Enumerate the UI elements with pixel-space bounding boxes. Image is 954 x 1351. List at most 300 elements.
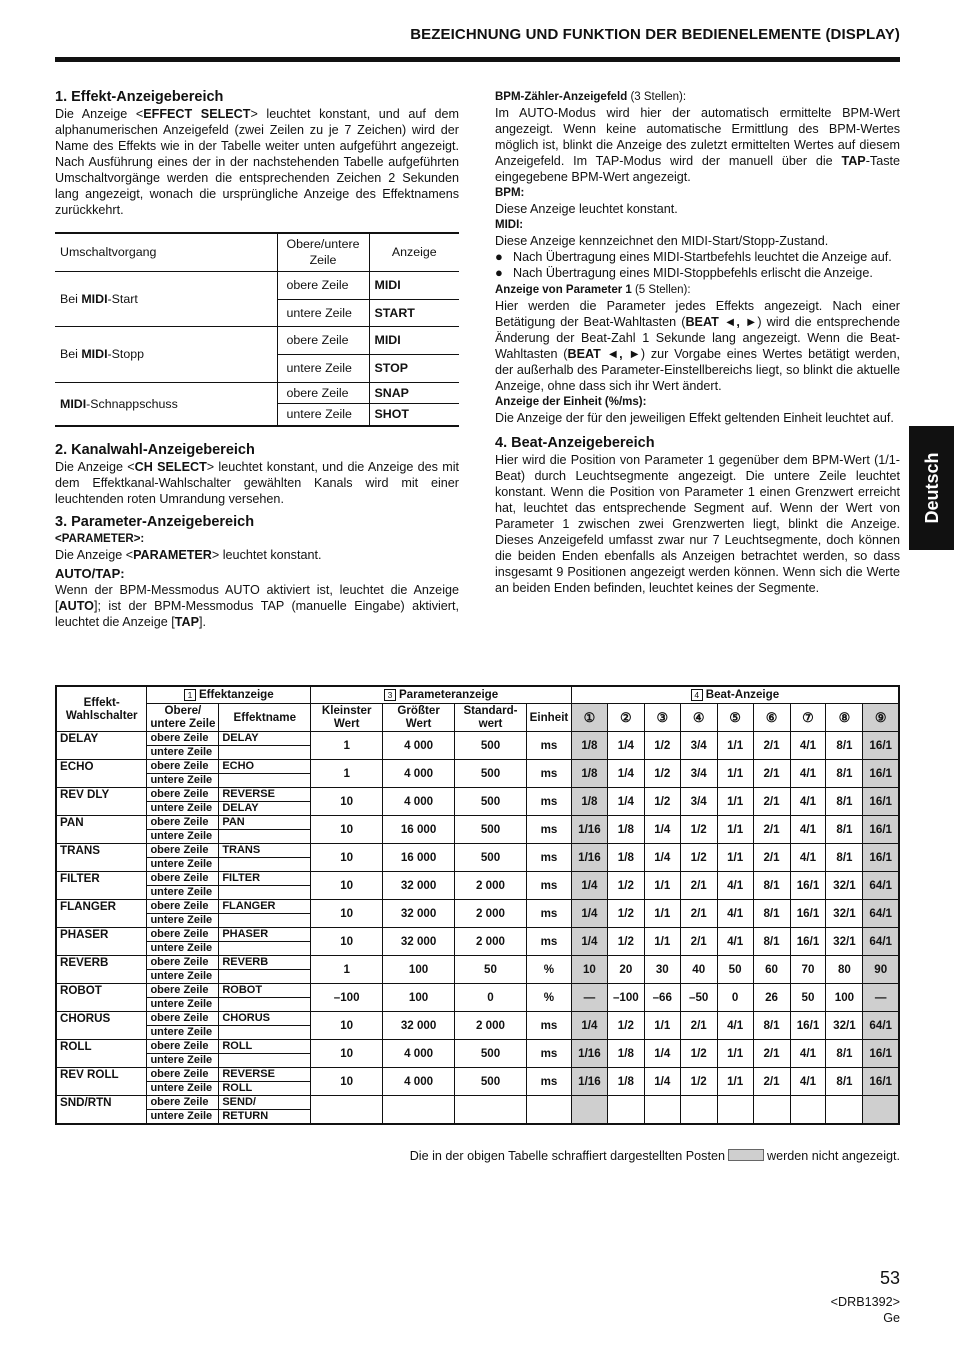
max-value: 100 — [383, 955, 455, 983]
text-run: (3 Stellen): — [627, 91, 687, 103]
beat-value: 1/1 — [717, 759, 753, 787]
unit-value: ms — [526, 899, 571, 927]
line-lower: untere Zeile — [147, 773, 219, 787]
beat-value — [607, 1095, 644, 1124]
line-upper: obere Zeile — [147, 843, 219, 857]
beat-value: 16/1 — [863, 1067, 899, 1095]
effect-name-upper: PHASER — [219, 927, 311, 941]
beat-value: 8/1 — [826, 759, 863, 787]
line-lower: untere Zeile — [147, 969, 219, 983]
line-lower: untere Zeile — [147, 801, 219, 815]
beat-value: 1/4 — [607, 787, 644, 815]
beat-value: 3/4 — [680, 731, 717, 759]
max-value: 4 000 — [383, 731, 455, 759]
parameter-text — [55, 547, 459, 563]
beat-value: 1/8 — [607, 815, 644, 843]
bpm-counter-text — [495, 105, 900, 185]
beat-value: 8/1 — [753, 871, 790, 899]
header-effect-name: Effektname — [219, 703, 311, 731]
beat-value: 1/16 — [571, 1039, 607, 1067]
text-run: Die Anzeige < — [55, 460, 135, 474]
beat-value: 1/2 — [680, 1067, 717, 1095]
table-row — [56, 787, 899, 801]
unit-heading: Anzeige der Einheit (%/ms): — [495, 396, 647, 408]
min-value: 10 — [311, 871, 383, 899]
beat-value: 32/1 — [826, 1011, 863, 1039]
beat-value: 1/8 — [607, 843, 644, 871]
standard-value: 500 — [455, 843, 527, 871]
line-upper: obere Zeile — [147, 899, 219, 913]
beat-value: 16/1 — [863, 731, 899, 759]
beat-value: 1/4 — [644, 1067, 680, 1095]
beat-value: 64/1 — [863, 1011, 899, 1039]
min-value: 10 — [311, 787, 383, 815]
effect-name-lower — [219, 1053, 311, 1067]
beat-value: 20 — [607, 955, 644, 983]
min-value: 10 — [311, 1039, 383, 1067]
group-label: Beat-Anzeige — [705, 688, 780, 702]
beat-value: 1/1 — [644, 871, 680, 899]
effect-switch-name: DELAY — [56, 731, 147, 759]
beat-value: 2/1 — [753, 1039, 790, 1067]
line-upper: obere Zeile — [277, 382, 369, 403]
section-2-title: 2. Kanalwahl-Anzeigebereich — [55, 442, 255, 458]
effect-name-lower: RETURN — [219, 1109, 311, 1124]
switch-row-midi-snapshot — [55, 382, 277, 426]
page-number: 53 — [879, 1268, 900, 1288]
beat-value: 16/1 — [863, 843, 899, 871]
beat-value: 32/1 — [826, 871, 863, 899]
line-lower: untere Zeile — [147, 829, 219, 843]
beat-value: 4/1 — [790, 1067, 826, 1095]
switch-table-header-display: Anzeige — [369, 233, 459, 271]
beat-value: 1/8 — [607, 1039, 644, 1067]
bpm-text: Diese Anzeige leuchtet konstant. — [495, 202, 678, 216]
header-rule — [55, 57, 900, 62]
section-4-text: Hier wird die Position von Parameter 1 gegenüber dem BPM-Wert (1/1-Beat) durch Leuchtsegmente angezeigt. Die untere Zeile leuchtet konstant. Wenn die Position von Parameter 1 einen Grenzwert erreicht hat, leuchtet das entsprechende Segment auf. Wenn der Wert von Parameter 1 zwischen zwei Grenzwerten liegt, blinkt die Anzeige. Dieses Anzeigefeld umfasst zwar nur 7 Leuchtsegmente, doch können die beiden Enden ebenfalls als Anzeigen betrachtet werden, so dass insgesamt 9 Positionen angezeigt werden können. Wenn sich die Werte an beiden Enden befinden, leuchtet keines der Segmente. — [495, 453, 900, 595]
line-lower: untere Zeile — [147, 1025, 219, 1039]
text-run: -Stopp — [107, 347, 145, 361]
beat-value: 16/1 — [863, 1039, 899, 1067]
effect-switch-name: ROBOT — [56, 983, 147, 1011]
beat-value — [717, 1095, 753, 1124]
header-min: Kleinster Wert — [311, 703, 383, 731]
max-value: 16 000 — [383, 815, 455, 843]
bullet-icon: ● — [495, 265, 503, 280]
min-value: 1 — [311, 955, 383, 983]
beat-value: 1/4 — [607, 759, 644, 787]
line-upper: obere Zeile — [147, 871, 219, 885]
beat-value: 1/2 — [644, 759, 680, 787]
line-lower: untere Zeile — [147, 913, 219, 927]
section-1-title: 1. Effekt-Anzeigebereich — [55, 89, 224, 105]
beat-value: 2/1 — [680, 927, 717, 955]
table-row — [56, 759, 899, 773]
doc-code: <DRB1392> — [830, 1295, 900, 1309]
beat-value: 64/1 — [863, 899, 899, 927]
line-upper: obere Zeile — [277, 271, 369, 299]
beat-value: 1/1 — [717, 843, 753, 871]
beat-value — [753, 1095, 790, 1124]
language-code: Ge — [883, 1311, 900, 1325]
beat-value: 1/1 — [717, 731, 753, 759]
beat-value: 2/1 — [680, 899, 717, 927]
beat-value: 30 — [644, 955, 680, 983]
auto-tap-subheading: AUTO/TAP: — [55, 566, 125, 581]
text-run-bold: BEAT ◄, ► — [685, 315, 758, 329]
beat-value: 90 — [863, 955, 899, 983]
beat-value: 4/1 — [790, 1039, 826, 1067]
line-upper: obere Zeile — [147, 1095, 219, 1109]
beat-value: 80 — [826, 955, 863, 983]
table-row — [56, 927, 899, 941]
line-upper: obere Zeile — [147, 983, 219, 997]
beat-value: 1/1 — [644, 899, 680, 927]
beat-value: 4/1 — [790, 787, 826, 815]
beat-value: 1/16 — [571, 1067, 607, 1095]
beat-value: –66 — [644, 983, 680, 1011]
parameter1-text — [495, 298, 900, 394]
table-row — [56, 983, 899, 997]
beat-value: 16/1 — [863, 815, 899, 843]
text-run: ) zur Vorgabe eines Wertes betätigt werden, der außerhalb des Parameter-Einstellbereichs liegt, so blinkt die aktuelle Anzeige, ohne dass sich ihr Wert ändert. — [495, 347, 901, 393]
table-row — [56, 955, 899, 969]
beat-value: 32/1 — [826, 899, 863, 927]
text-run: -Taste eingegebene BPM-Wert angezeigt. — [495, 154, 900, 184]
footnote-text: werden nicht angezeigt. — [766, 1149, 900, 1163]
text-run-bold: BPM-Zähler-Anzeigefeld — [495, 91, 628, 103]
line-upper: obere Zeile — [147, 815, 219, 829]
number-box-icon: 3 — [384, 689, 396, 701]
effect-name-upper: DELAY — [219, 731, 311, 745]
beat-value: 70 — [790, 955, 826, 983]
beat-value: 4/1 — [790, 759, 826, 787]
beat-value: 40 — [680, 955, 717, 983]
beat-value: 100 — [826, 983, 863, 1011]
unit-value: ms — [526, 927, 571, 955]
effect-name-upper: REVERB — [219, 955, 311, 969]
effect-name-lower — [219, 969, 311, 983]
text-run: Die Anzeige < — [55, 548, 134, 562]
effect-name-upper: SEND/ — [219, 1095, 311, 1109]
beat-value: 1/2 — [607, 1011, 644, 1039]
effect-name-upper: CHORUS — [219, 1011, 311, 1025]
switch-table-header-line: Obere/untere Zeile — [277, 233, 369, 271]
header-beat-3: ③ — [644, 703, 680, 731]
line-lower: untere Zeile — [147, 1109, 219, 1124]
line-lower: untere Zeile — [147, 1053, 219, 1067]
beat-value: 16/1 — [790, 871, 826, 899]
unit-value: ms — [526, 871, 571, 899]
beat-value: 1/2 — [607, 899, 644, 927]
max-value: 32 000 — [383, 899, 455, 927]
table-row — [56, 731, 899, 745]
beat-value: 8/1 — [826, 815, 863, 843]
beat-value: 4/1 — [717, 871, 753, 899]
line-upper: obere Zeile — [147, 1067, 219, 1081]
number-box-icon: 1 — [184, 689, 196, 701]
beat-value: 16/1 — [790, 1011, 826, 1039]
beat-value: 1/8 — [571, 759, 607, 787]
switch-row-midi-start — [55, 271, 277, 326]
beat-value: 1/2 — [644, 787, 680, 815]
text-run: > leuchtet konstant. — [211, 548, 322, 562]
bpm-label: BPM: — [495, 187, 525, 199]
text-run: Die Anzeige < — [55, 107, 144, 121]
text-run: Bei — [60, 347, 82, 361]
header-group-parameter-display — [311, 686, 572, 703]
effect-name-upper: PAN — [219, 815, 311, 829]
effect-switch-name: REV ROLL — [56, 1067, 147, 1095]
beat-value: 1/4 — [571, 927, 607, 955]
effect-name-upper: FLANGER — [219, 899, 311, 913]
line-upper: obere Zeile — [147, 927, 219, 941]
table-row — [56, 843, 899, 857]
unit-value: ms — [526, 759, 571, 787]
effect-name-lower — [219, 1025, 311, 1039]
header-group-beat-display — [571, 686, 899, 703]
text-run-bold: EFFECT SELECT — [143, 107, 251, 121]
standard-value: 2 000 — [455, 899, 527, 927]
beat-value: 1/2 — [644, 731, 680, 759]
beat-value — [644, 1095, 680, 1124]
bullet-text: Nach Übertragung eines MIDI-Startbefehls leuchtet die Anzeige auf. — [513, 250, 892, 264]
beat-value: –100 — [607, 983, 644, 1011]
unit-text: Die Anzeige der für den jeweiligen Effekt geltenden Einheit leuchtet auf. — [495, 411, 894, 425]
effect-name-lower — [219, 997, 311, 1011]
unit-value: ms — [526, 1067, 571, 1095]
number-box-icon: 4 — [691, 689, 703, 701]
max-value: 4 000 — [383, 1039, 455, 1067]
line-lower: untere Zeile — [147, 885, 219, 899]
text-run: > leuchtet konstant, und auf dem alphanumerischen Anzeigefeld (zwei Zeilen zu je 7 Zeichen) wird der Name des Effekts wie in der Tabelle weiter unten aufgeführt angezeigt. Nach Ausführung eines der in der nachstehenden Tabelle aufgeführten Umschaltvorgänge werden die entsprechenden Zeichen 2 Sekunden lang angezeigt, wonach die ursprüngliche Anzeige des Effektnamens zurückkehrt. — [55, 107, 459, 217]
standard-value — [455, 1095, 527, 1124]
max-value — [383, 1095, 455, 1124]
standard-value: 500 — [455, 815, 527, 843]
beat-value: 4/1 — [717, 927, 753, 955]
page-header-title: BEZEICHNUNG UND FUNKTION DER BEDIENELEMENTE (DISPLAY) — [410, 26, 900, 43]
beat-value: 1/1 — [717, 1067, 753, 1095]
section-3-title: 3. Parameter-Anzeigebereich — [55, 514, 255, 530]
line-lower: untere Zeile — [147, 1081, 219, 1095]
beat-value: 16/1 — [863, 787, 899, 815]
beat-value: 1/8 — [571, 731, 607, 759]
text-run-bold: TAP — [174, 615, 199, 629]
min-value: 10 — [311, 843, 383, 871]
bullet-item — [495, 249, 900, 265]
max-value: 4 000 — [383, 787, 455, 815]
text-run-bold: MIDI — [81, 347, 108, 361]
text-run: ]; ist der BPM-Messmodus TAP (manuelle Eingabe) aktiviert, leuchtet die Anzeige [ — [55, 599, 459, 629]
beat-value: 2/1 — [753, 815, 790, 843]
effect-name-upper: FILTER — [219, 871, 311, 885]
section-1-text — [55, 106, 459, 218]
display-value: MIDI — [369, 271, 459, 299]
beat-value: 8/1 — [826, 731, 863, 759]
bullet-icon: ● — [495, 249, 503, 264]
line-lower: untere Zeile — [277, 403, 369, 426]
text-run: ) wird die entsprechende Änderung der Beat-Zahl 1 Sekunde lang angezeigt. Wenn die Beat-Wahltasten ( — [495, 315, 900, 361]
max-value: 32 000 — [383, 1011, 455, 1039]
line-lower: untere Zeile — [147, 745, 219, 759]
beat-value: 8/1 — [753, 1011, 790, 1039]
effect-table-body — [56, 731, 899, 1124]
language-tab-label: Deutsch — [921, 452, 942, 524]
effect-switch-name: SND/RTN — [56, 1095, 147, 1124]
header-beat-1: ① — [571, 703, 607, 731]
switch-table-header-operation: Umschaltvorgang — [55, 233, 277, 271]
beat-value: 2/1 — [753, 759, 790, 787]
text-run-bold: PARAMETER — [133, 548, 212, 562]
beat-value: 1/4 — [644, 843, 680, 871]
beat-value: 1/16 — [571, 815, 607, 843]
effect-name-lower — [219, 913, 311, 927]
beat-value: 1/8 — [607, 1067, 644, 1095]
line-upper: obere Zeile — [147, 731, 219, 745]
beat-value: 2/1 — [680, 871, 717, 899]
group-label: Effektanzeige — [198, 688, 274, 702]
beat-value: 1/4 — [644, 1039, 680, 1067]
display-value: SNAP — [369, 382, 459, 403]
beat-value — [571, 1095, 607, 1124]
text-run-bold: BEAT ◄, ► — [567, 347, 641, 361]
beat-value: 1/1 — [644, 1011, 680, 1039]
beat-value: 1/8 — [571, 787, 607, 815]
beat-value: 8/1 — [753, 899, 790, 927]
display-value: STOP — [369, 354, 459, 382]
beat-value: 1/1 — [644, 927, 680, 955]
beat-value: 1/2 — [680, 815, 717, 843]
beat-value: 64/1 — [863, 927, 899, 955]
min-value: 10 — [311, 1011, 383, 1039]
min-value: 10 — [311, 927, 383, 955]
beat-value: 64/1 — [863, 871, 899, 899]
min-value: 10 — [311, 815, 383, 843]
effect-name-upper: ROBOT — [219, 983, 311, 997]
beat-value: — — [863, 983, 899, 1011]
standard-value: 0 — [455, 983, 527, 1011]
table-row — [56, 1067, 899, 1081]
effect-name-upper: ECHO — [219, 759, 311, 773]
beat-value: 2/1 — [753, 843, 790, 871]
header-beat-4: ④ — [680, 703, 717, 731]
parameter-subheading: <PARAMETER>: — [55, 533, 145, 545]
max-value: 16 000 — [383, 843, 455, 871]
display-value: SHOT — [369, 403, 459, 426]
beat-value: 16/1 — [790, 927, 826, 955]
section-2-text — [55, 459, 459, 507]
text-run-bold: CH SELECT — [134, 460, 207, 474]
effect-name-upper: TRANS — [219, 843, 311, 857]
min-value: 10 — [311, 899, 383, 927]
line-lower: untere Zeile — [277, 299, 369, 326]
effect-name-lower — [219, 773, 311, 787]
parameter1-heading — [495, 281, 900, 298]
beat-value: 1/2 — [607, 927, 644, 955]
line-upper: obere Zeile — [147, 1011, 219, 1025]
header-beat-7: ⑦ — [790, 703, 826, 731]
unit-value — [526, 1095, 571, 1124]
section-4-title: 4. Beat-Anzeigebereich — [495, 435, 655, 451]
bullet-text: Nach Übertragung eines MIDI-Stoppbefehls erlischt die Anzeige. — [513, 266, 873, 280]
unit-value: ms — [526, 1011, 571, 1039]
table-row — [56, 1011, 899, 1025]
beat-value: 1/2 — [607, 871, 644, 899]
unit-value: % — [526, 955, 571, 983]
beat-value: 8/1 — [826, 843, 863, 871]
max-value: 32 000 — [383, 927, 455, 955]
effect-name-upper: REVERSE — [219, 1067, 311, 1081]
standard-value: 500 — [455, 731, 527, 759]
beat-value: 1/1 — [717, 815, 753, 843]
effect-name-lower — [219, 941, 311, 955]
beat-value — [863, 1095, 899, 1124]
auto-tap-text — [55, 582, 459, 630]
line-upper: obere Zeile — [147, 759, 219, 773]
group-label: Parameteranzeige — [398, 688, 499, 702]
effect-name-lower: ROLL — [219, 1081, 311, 1095]
header-beat-5: ⑤ — [717, 703, 753, 731]
shaded-swatch — [728, 1149, 764, 1161]
beat-value: 2/1 — [753, 731, 790, 759]
line-upper: obere Zeile — [277, 326, 369, 354]
standard-value: 500 — [455, 759, 527, 787]
effect-table — [55, 685, 900, 1125]
footnote-text: Die in der obigen Tabelle schraffiert dargestellten Posten — [409, 1149, 725, 1163]
standard-value: 500 — [455, 1067, 527, 1095]
standard-value: 500 — [455, 1039, 527, 1067]
min-value: 1 — [311, 731, 383, 759]
unit-value: % — [526, 983, 571, 1011]
effect-name-lower — [219, 745, 311, 759]
beat-value: 8/1 — [826, 1067, 863, 1095]
beat-value: — — [571, 983, 607, 1011]
text-run: Bei — [60, 291, 82, 306]
effect-switch-name: PHASER — [56, 927, 147, 955]
beat-value: 1/2 — [680, 843, 717, 871]
header-beat-8: ⑧ — [826, 703, 863, 731]
text-run: ]. — [199, 615, 206, 629]
header-standard: Standard-wert — [455, 703, 527, 731]
document-code — [760, 1294, 900, 1326]
bullet-item — [495, 265, 900, 281]
beat-value: 1/2 — [680, 1039, 717, 1067]
text-run: Hier werden die Parameter jedes Effekts angezeigt. Nach einer Betätigung der Beat-Wahltasten ( — [495, 299, 900, 329]
effect-switch-name: FILTER — [56, 871, 147, 899]
beat-value: 50 — [717, 955, 753, 983]
unit-value: ms — [526, 1039, 571, 1067]
unit-value: ms — [526, 731, 571, 759]
standard-value: 2 000 — [455, 1011, 527, 1039]
effect-switch-name: REVERB — [56, 955, 147, 983]
table-row — [56, 871, 899, 885]
beat-value — [680, 1095, 717, 1124]
table-row — [56, 815, 899, 829]
unit-value: ms — [526, 843, 571, 871]
max-value: 32 000 — [383, 871, 455, 899]
beat-value: 26 — [753, 983, 790, 1011]
header-max: Größter Wert — [383, 703, 455, 731]
text-run-bold: MIDI — [81, 291, 108, 306]
bpm-counter-heading — [495, 88, 900, 105]
effect-name-upper: REVERSE — [219, 787, 311, 801]
header-unit: Einheit — [526, 703, 571, 731]
beat-value: 4/1 — [790, 815, 826, 843]
effect-switch-name: REV DLY — [56, 787, 147, 815]
header-line: Obere/ untere Zeile — [147, 703, 219, 731]
beat-value: 50 — [790, 983, 826, 1011]
header-beat-6: ⑥ — [753, 703, 790, 731]
